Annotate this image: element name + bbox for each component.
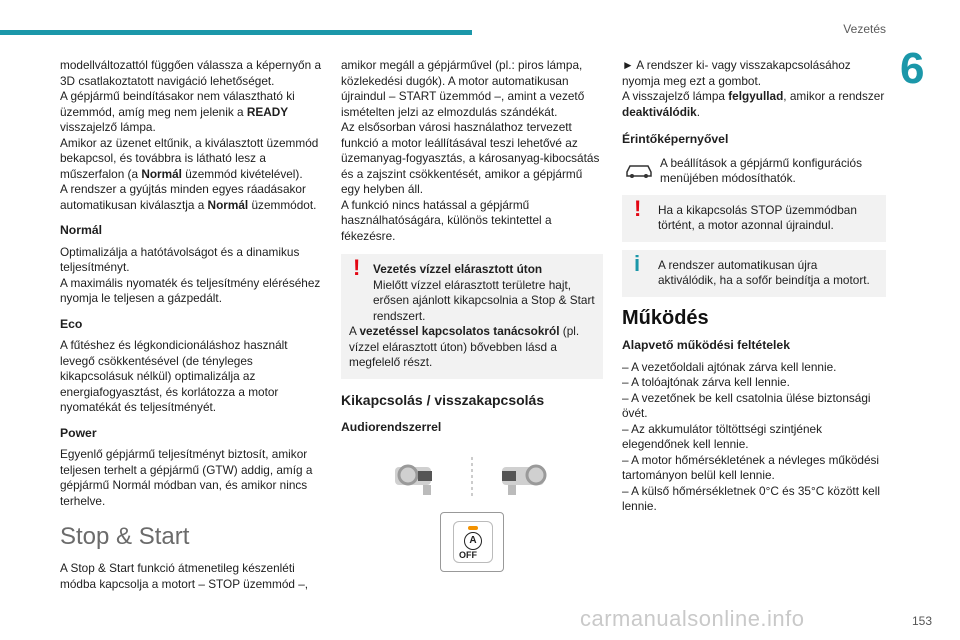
paragraph: A funkció nincs hatással a gépjármű használhatóságára, különös tekintettel a fékezésre. — [341, 197, 552, 243]
touchscreen-note: A beállítások a gépjármű konfigurációs menüjében módosíthatók. — [622, 156, 886, 187]
page-number: 153 — [911, 614, 932, 628]
warning-icon: ! — [634, 195, 642, 221]
paragraph: A visszajelző lámpa felgyullad, amikor a rendszer deaktiválódik. — [622, 89, 885, 119]
heading-conditions: Alapvető működési feltételek — [622, 338, 790, 352]
section-title: Vezetés — [843, 22, 886, 36]
paragraph: amikor megáll a gépjárművel (pl.: piros lámpa, közlekedési dugók). A motor automatikusan újraindul – START üzemmód –, amint a vezető ismételten jelzi az elmozdulás szándékát. — [341, 58, 585, 119]
off-label: OFF — [459, 550, 477, 560]
column-3 — [622, 58, 886, 515]
paragraph: A fűtéshez és légkondicionáláshoz használt levegő csökkentésével (de tényleges kikapcsolásuk nélkül) optimalizálja az energiafogyasztást, és korlátozza a motor nyomatékát és teljesítményét. — [60, 338, 288, 414]
paragraph: Az elsősorban városi használathoz tervezett funkció a motor leállításával teszi lehetővé az üzemanyag-fogyasztás, a károsanyag-kibocsátás és a zajszint csökkentését, amikor a gépjármű egy helyben áll. — [341, 120, 600, 196]
heading-mukodes: Működés — [622, 306, 709, 329]
info-box: i A rendszer automatikusan újra aktiválódik, ha a sofőr beindítja a motort. — [622, 250, 886, 297]
warning-box: ! Ha a kikapcsolás STOP üzemmódban történt, a motor azonnal újraindul. — [622, 195, 886, 242]
stop-start-off-button[interactable] — [440, 512, 504, 572]
heading-normal: Normál — [60, 223, 102, 237]
heading-power: Power — [60, 425, 97, 440]
paragraph: A gépjármű beindításakor nem választható ki üzemmód, amíg meg nem jelenik a READY visszajelző lámpa. — [60, 89, 295, 134]
watermark: carmanualsonline.info — [580, 606, 805, 631]
paragraph: Egyenlő gépjármű teljesítményt biztosít, amikor teljesen terhelt a gépjármű (GTW) addig, amíg a gépjármű Normál módban van, és amikor nincs terhelve. — [60, 447, 313, 508]
list-item: – A külső hőmérsékletnek 0°C és 35°C között kell lennie. — [622, 483, 880, 513]
list-item: – Az akkumulátor töltöttségi szintjének elegendőnek kell lennie. — [622, 421, 822, 451]
top-accent-bar — [0, 30, 472, 35]
heading-audio: Audiorendszerrel — [341, 420, 442, 434]
info-icon: i — [634, 250, 641, 276]
paragraph: Optimalizálja a hatótávolságot és a dinamikus teljesítményt. — [60, 244, 300, 274]
list-item: – A vezetőoldali ajtónak zárva kell lennie. — [622, 359, 837, 374]
warning-box: ! Vezetés vízzel elárasztott úton Mielőtt vízzel elárasztott területre hajt, erősen ajánlott kikapcsolnia a Stop & Start rendszert. A vezetéssel kapcsolatos tanácsokról (pl. vízzel elárasztott úton) bővebben lásd a megfelelő részt. — [341, 254, 603, 379]
car-settings-icon — [624, 160, 654, 180]
warning-icon: ! — [353, 255, 361, 280]
list-item: – A motor hőmérsékletének a névleges működési tartományon belül kell lennie. — [622, 452, 880, 482]
paragraph: Amikor az üzenet eltűnik, a kiválasztott üzemmód bekapcsol, és továbbra is látható lesz a műszerfalon (a Normál üzemmód kivételével). — [60, 135, 319, 181]
list-item: – A tolóajtónak zárva kell lennie. — [622, 375, 790, 389]
heading-eco: Eco — [60, 316, 83, 331]
paragraph: A rendszer a gyújtás minden egyes ráadásakor automatikusan kiválasztja a Normál üzemmódot. — [60, 182, 317, 212]
heading-on-off: Kikapcsolás / visszakapcsolás — [341, 391, 545, 408]
column-2 — [341, 58, 603, 442]
heading-touchscreen: Érintőképernyővel — [622, 132, 729, 146]
paragraph: A Stop & Start funkció átmenetileg készenléti módba kapcsolja a motort – STOP üzemmód –, — [60, 561, 309, 591]
steering-wheel-illustration — [390, 455, 560, 500]
heading-stop-start: Stop & Start — [60, 523, 190, 550]
indicator-led — [468, 526, 478, 530]
conditions-list — [622, 360, 886, 515]
auto-a-icon: A — [464, 532, 482, 550]
column-1 — [60, 58, 322, 592]
paragraph: ► A rendszer ki- vagy visszakapcsolásához nyomja meg ezt a gombot. — [622, 58, 851, 88]
paragraph: A maximális nyomaték és teljesítmény eléréséhez nyomja le teljesen a gázpedált. — [60, 275, 321, 305]
chapter-number: 6 — [900, 44, 925, 93]
list-item: – A vezetőnek be kell csatolnia ülése biztonsági övét. — [622, 390, 871, 420]
paragraph: modellváltozattól függően válassza a képernyőn a 3D csatlakoztatott navigáció lehetőséget. — [60, 58, 322, 88]
